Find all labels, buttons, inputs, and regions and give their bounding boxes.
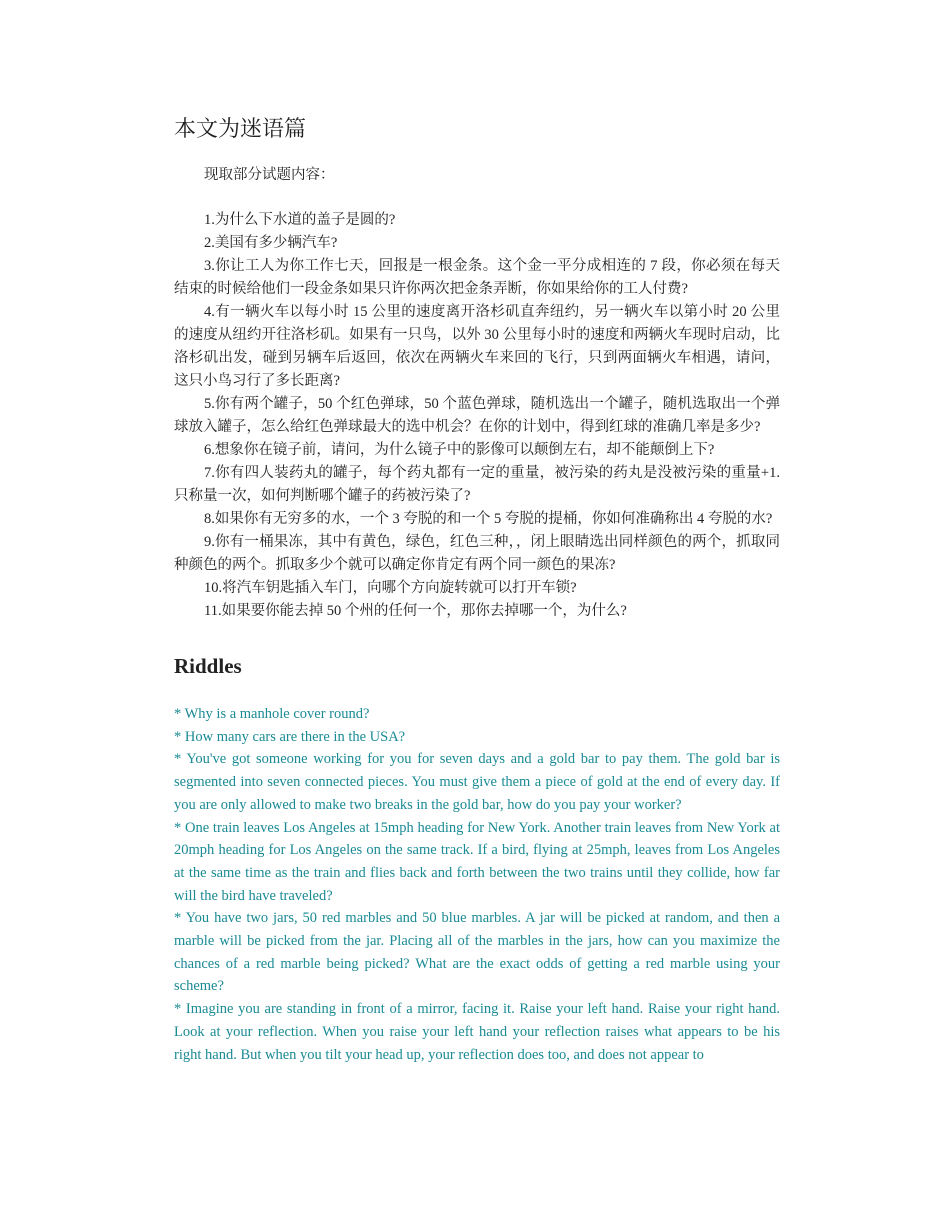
chinese-title: 本文为迷语篇: [174, 116, 307, 141]
zh-question: 5.你有两个罐子，50 个红色弹球，50 个蓝色弹球，随机选出一个罐子，随机选取出一个弹球放入罐子，怎么给红色弹球最大的选中机会？在你的计划中，得到红球的准确几率是多少?: [174, 396, 780, 435]
zh-question: 4.有一辆火车以每小时 15 公里的速度离开洛杉矶直奔纽约，另一辆火车以第小时 20 公里的速度从纽约开往洛杉矶。如果有一只鸟，以外 30 公里每小时的速度和两辆火车现时启动，比洛杉矶出发，碰到另辆车后返回，依次在两辆火车来回的飞行，只到两面辆火车相遇，请问，这只小鸟习行了多长距离?: [174, 304, 780, 389]
riddles-heading: Riddles: [174, 654, 242, 678]
zh-question: 3.你让工人为你工作七天，回报是一根金条。这个金一平分成相连的 7 段，你必须在每天结束的时候给他们一段金条如果只许你两次把金条弄断，你如果给你的工人付费?: [174, 258, 780, 297]
chinese-question-list: [174, 209, 780, 623]
zh-question: 7.你有四人装药丸的罐子，每个药丸都有一定的重量，被污染的药丸是没被污染的重量+1.只称量一次，如何判断哪个罐子的药被污染了?: [174, 465, 780, 504]
english-riddle-list: [174, 703, 780, 1066]
en-riddle: * Imagine you are standing in front of a mirror, facing it. Raise your left hand. Raise your right hand. Look at your reflection. When you raise your left hand your reflection raises what appears to be his right hand. But when you tilt your head up, your reflection does too, and does not appear to: [174, 1001, 780, 1063]
zh-question: 10.将汽车钥匙插入车门，向哪个方向旋转就可以打开车锁?: [204, 580, 577, 596]
document-page: [174, 110, 780, 1066]
en-riddle: * Why is a manhole cover round?: [174, 706, 370, 722]
zh-question: 1.为什么下水道的盖子是圆的?: [204, 212, 396, 228]
intro-text: 现取部分试题内容：: [204, 167, 335, 183]
zh-question: 6.想象你在镜子前，请问，为什么镜子中的影像可以颠倒左右，却不能颠倒上下?: [204, 442, 715, 458]
en-riddle: * One train leaves Los Angeles at 15mph heading for New York. Another train leaves from New York at 20mph heading for Los Angeles on the same track. If a bird, flying at 25mph, leaves from Los Angeles at the same time as the train and flies back and forth between the two trains until they collide, how far will the bird have traveled?: [174, 819, 780, 904]
en-riddle: * How many cars are there in the USA?: [174, 728, 406, 745]
en-riddle: * You've got someone working for you for seven days and a gold bar to pay them. The gold bar is segmented into seven connected pieces. You must give them a piece of gold at the end of every day. If you are only allowed to make two breaks in the gold bar, how do you pay your worker?: [174, 751, 780, 813]
zh-question: 11.如果要你能去掉 50 个州的任何一个，那你去掉哪一个，为什么?: [204, 603, 627, 619]
en-riddle: * You have two jars, 50 red marbles and 50 blue marbles. A jar will be picked at random, and then a marble will be picked from the jar. Placing all of the marbles in the jars, how can you maximize the chances of a red marble being picked? What are the exact odds of getting a red marble using your scheme?: [174, 910, 780, 995]
zh-question: 2.美国有多少辆汽车?: [204, 235, 338, 251]
zh-question: 8.如果你有无穷多的水，一个 3 夸脱的和一个 5 夸脱的提桶，你如何准确称出 4 夸脱的水?: [204, 511, 773, 527]
zh-question: 9.你有一桶果冻，其中有黄色，绿色，红色三种，，闭上眼睛选出同样颜色的两个，抓取同种颜色的两个。抓取多少个就可以确定你肯定有两个同一颜色的果冻?: [174, 534, 780, 573]
